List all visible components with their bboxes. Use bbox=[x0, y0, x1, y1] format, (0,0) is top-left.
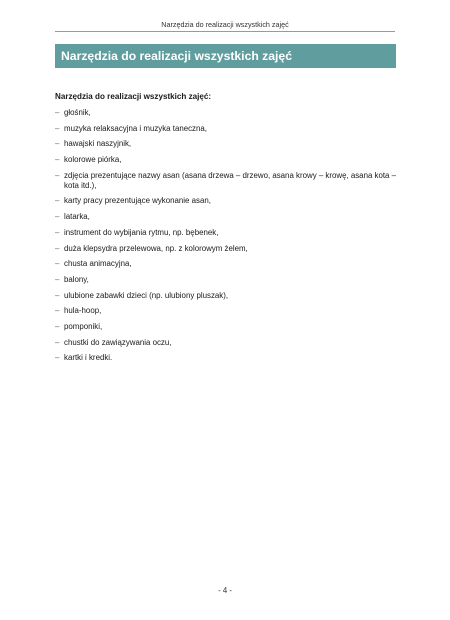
list-item bbox=[55, 275, 400, 285]
list-item-text: chusta animacyjna, bbox=[64, 259, 132, 269]
dash-bullet-icon: – bbox=[55, 274, 60, 284]
page-number: - 4 - bbox=[218, 586, 232, 595]
tools-list bbox=[55, 108, 400, 363]
dash-bullet-icon: – bbox=[55, 353, 60, 363]
dash-bullet-icon: – bbox=[55, 170, 60, 180]
dash-bullet-icon: – bbox=[55, 212, 60, 222]
list-item-text: duża klepsydra przelewowa, np. z kolorowym żelem, bbox=[64, 243, 248, 253]
list-item-text: chustki do zawiązywania oczu, bbox=[64, 337, 172, 347]
header-divider bbox=[55, 31, 395, 32]
dash-bullet-icon: – bbox=[55, 227, 60, 237]
list-item bbox=[55, 244, 400, 254]
list-item-text: balony, bbox=[64, 274, 89, 284]
list-item bbox=[55, 124, 400, 134]
list-item bbox=[55, 306, 400, 316]
dash-bullet-icon: – bbox=[55, 290, 60, 300]
list-item bbox=[55, 212, 400, 222]
list-item-text: pomponiki, bbox=[64, 321, 103, 331]
list-item bbox=[55, 108, 400, 118]
list-item-text: karty pracy prezentujące wykonanie asan, bbox=[64, 196, 211, 206]
dash-bullet-icon: – bbox=[55, 259, 60, 269]
list-item bbox=[55, 171, 400, 191]
content-area bbox=[55, 92, 400, 369]
dash-bullet-icon: – bbox=[55, 337, 60, 347]
list-item bbox=[55, 155, 400, 165]
dash-bullet-icon: – bbox=[55, 321, 60, 331]
list-item-text: latarka, bbox=[64, 212, 90, 222]
list-intro: Narzędzia do realizacji wszystkich zajęć: bbox=[55, 92, 212, 101]
list-item bbox=[55, 322, 400, 332]
list-item bbox=[55, 259, 400, 269]
section-title-bar bbox=[55, 44, 396, 68]
list-item-text: muzyka relaksacyjna i muzyka taneczna, bbox=[64, 123, 207, 133]
dash-bullet-icon: – bbox=[55, 155, 60, 165]
list-item-text: zdjęcia prezentujące nazwy asan (asana drzewa – drzewo, asana krowy – krowę, asana kota – kota itd.), bbox=[64, 170, 397, 190]
dash-bullet-icon: – bbox=[55, 196, 60, 206]
dash-bullet-icon: – bbox=[55, 306, 60, 316]
list-item bbox=[55, 139, 400, 149]
running-header: Narzędzia do realizacji wszystkich zajęć bbox=[161, 20, 289, 29]
list-item-text: głośnik, bbox=[64, 108, 91, 117]
list-item bbox=[55, 291, 400, 301]
list-item bbox=[55, 228, 400, 238]
list-item bbox=[55, 196, 400, 206]
list-item bbox=[55, 338, 400, 348]
section-title: Narzędzia do realizacji wszystkich zajęć bbox=[61, 49, 292, 63]
list-item bbox=[55, 353, 400, 363]
list-item-text: hawajski naszyjnik, bbox=[64, 139, 132, 149]
dash-bullet-icon: – bbox=[55, 243, 60, 253]
list-item-text: kolorowe piórka, bbox=[64, 155, 122, 165]
list-item-text: hula-hoop, bbox=[64, 306, 102, 316]
list-item-text: ulubione zabawki dzieci (np. ulubiony pluszak), bbox=[64, 290, 229, 300]
dash-bullet-icon: – bbox=[55, 108, 60, 117]
list-item-text: instrument do wybijania rytmu, np. bębenek, bbox=[64, 227, 219, 237]
dash-bullet-icon: – bbox=[55, 123, 60, 133]
dash-bullet-icon: – bbox=[55, 139, 60, 149]
list-item-text: kartki i kredki. bbox=[64, 353, 113, 363]
